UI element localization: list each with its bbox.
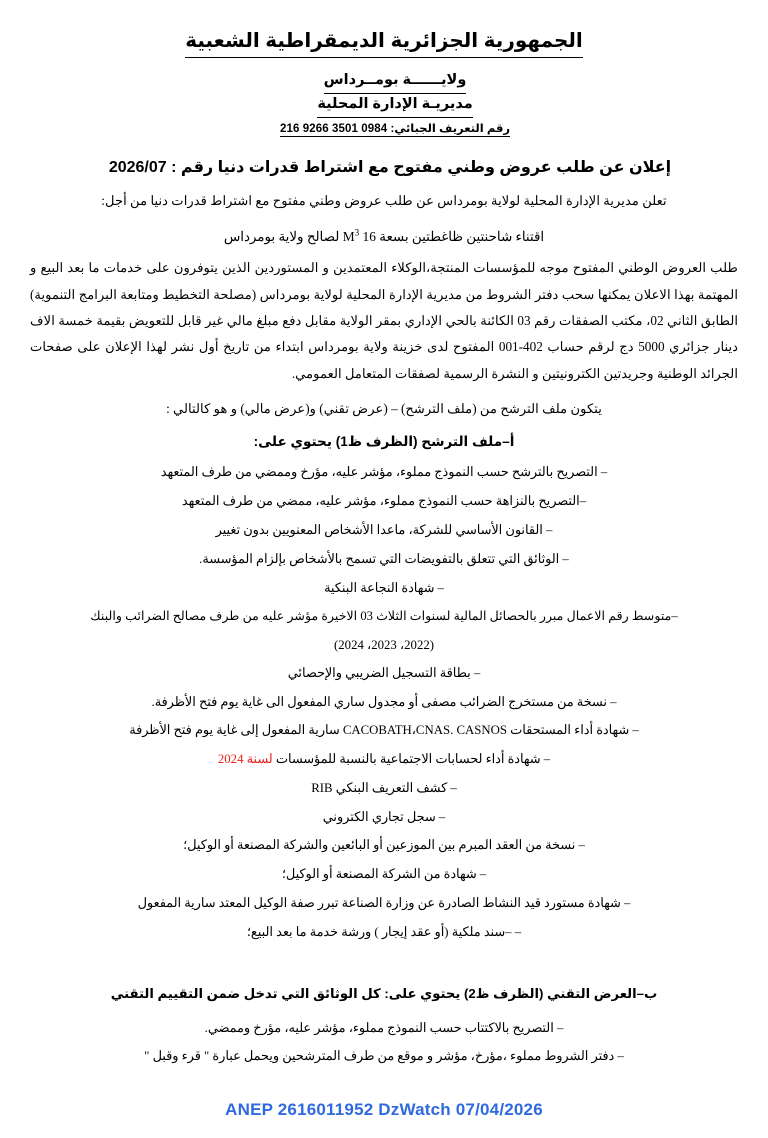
section-a-list-part1 — [26, 458, 742, 630]
tender-object-unit: $M^3$ — [342, 227, 360, 245]
tax-id-line — [48, 121, 742, 137]
tender-object-suffix: لصالح ولاية بومرداس — [223, 229, 343, 245]
list-item: – القانون الأساسي للشركة، ماعدا الأشخاص المعنويين بدون تغيير — [215, 522, 553, 537]
list-item: – التصريح بالاكتتاب حسب النموذج مملوء، مؤشر عليه، مؤرخ وممضي. — [204, 1020, 564, 1035]
social-year-highlight: لسنة 2024 — [217, 752, 273, 767]
republic-heading — [26, 18, 742, 58]
list-item: – –سند ملكية (أو عقد إيجار ) ورشة خدمة ما بعد البيع؛ — [246, 924, 522, 939]
list-item-cacobath — [26, 716, 742, 745]
list-item: – شهادة من الشركة المصنعة أو الوكيل؛ — [281, 867, 487, 882]
list-item: – الوثائق التي تتعلق بالتفويضات التي تسمح بالأشخاص بإلزام المؤسسة. — [199, 551, 569, 566]
section-b-list — [26, 1014, 742, 1072]
cacobath-before: – شهادة أداء المستحقات — [506, 723, 639, 738]
cacobath-after: سارية المفعول إلى غاية يوم فتح الأظرفة — [129, 723, 343, 738]
section-b-heading: ب–العرض التقني (الظرف ظ2) يحتوي على: كل الوثائق التي تدخل ضمن التقييم التقني — [110, 985, 658, 1001]
tax-id-wrapper — [280, 121, 510, 137]
tax-id-value: 216 9266 3501 0984 — [279, 122, 388, 135]
tender-object-unit-exponent: 3 — [354, 227, 360, 238]
page-title: إعلان عن طلب عروض وطني مفتوح مع اشتراط قدرات دنيا رقم : 2026/07 — [108, 158, 672, 176]
tender-object-line — [26, 224, 742, 251]
financial-years-line: (2022، 2023، 2024) — [334, 637, 434, 652]
list-item-social-accounts — [26, 745, 742, 774]
list-item: – شهادة مستورد قيد النشاط الصادرة عن وزارة الصناعة تبرر صفة الوكيل المعتد سارية المفعول — [137, 896, 631, 910]
wilaya-line — [48, 70, 742, 94]
list-item: – شهادة النجاعة البنكية — [324, 580, 444, 595]
section-a-list-part2 — [26, 659, 742, 947]
list-item: – دفتر الشروط مملوء ،مؤرخ، مؤشر و موقع من طرف المترشحين ويحمل عبارة " قرء وقبل " — [144, 1049, 624, 1064]
organization-block — [26, 70, 742, 137]
directorate-text: مديريـة الإدارة المحلية — [317, 94, 472, 118]
wilaya-text: ولايــــــة بومــرداس — [324, 70, 467, 94]
tax-id-label: رقم التعريف الجبائي: — [390, 122, 511, 135]
list-item: –متوسط رقم الاعمال مبرر بالحصائل المالية لسنوات الثلاث 03 الاخيرة مؤشر عليه من طرف مصالح الضرائب والبنك — [90, 609, 678, 624]
republic-heading-text: الجمهورية الجزائرية الديمقراطية الشعبية — [185, 28, 583, 58]
list-item: – بطاقة التسجيل الضريبي والإحصائي — [287, 665, 481, 680]
list-item: –التصريح بالنزاهة حسب النموذج مملوء، مؤشر عليه، ممضي من طرف المتعهد — [181, 494, 587, 509]
cacobath-organizations: CACOBATH،CNAS. CASNOS — [342, 723, 507, 738]
section-a-heading: أ–ملف الترشح (الظرف ظ1) يحتوي على: — [253, 433, 515, 449]
intro-paragraph: تعلن مديرية الإدارة المحلية لولاية بومرداس عن طلب عروض وطني مفتوح مع اشتراط قدرات دنيا من أجل: — [101, 192, 667, 208]
tender-object-prefix: اقتناء شاحنتين ظاغطتين بسعة 16 — [359, 229, 545, 245]
list-item: – سجل تجاري الكتروني — [322, 809, 446, 824]
anep-footer: ANEP 2616011952 DzWatch 07/04/2026 — [225, 1100, 543, 1119]
list-item: – التصريح بالترشح حسب النموذج مملوء، مؤشر عليه، مؤرخ وممضي من طرف المتعهد — [160, 465, 608, 480]
list-item: – كشف التعريف البنكي RIB — [311, 780, 457, 795]
list-item: – نسخة من مستخرج الضرائب مصفى أو مجدول ساري المفعول الى غاية يوم فتح الأظرفة. — [151, 694, 617, 709]
list-item: – نسخة من العقد المبرم بين الموزعين أو البائعين والشركة المصنعة أو الوكيل؛ — [183, 838, 585, 853]
conditions-paragraph: طلب العروض الوطني المفتوح موجه للمؤسسات المنتجة،الوكلاء المعتمدين و المستوردين الذين يتوفرون على خدمات ما بعد البيع و المهتمة بهذا الاعلان يمكنها سحب دفتر الشروط من مديرية الإدارة المحلية لولاية بومرداس (مصلحة التخطيط ومتابعة البرامج التنموية) الطابق الثاني 02، مكتب الصفقات رقم 03 الكائنة بالحي الإداري بمقر الولاية مقابل دفع مبلغ مالي غير قابل للتعويض بقيمة خمسة الاف دينار جزائري 5000 دج لرقم حساب 402-001 المفتوح لدى خزينة ولاية بومرداس ابتداء من تاريخ أول نشر لهذا الإعلان على صفحات الجرائد الوطنية وجريدتين الكترونيتين و النشرة الرسمية لصفقات المتعامل العمومي. — [30, 260, 739, 381]
directorate-line — [48, 94, 742, 118]
file-composition-line: يتكون ملف الترشح من (ملف الترشح) – (عرض تقني) و(عرض مالي) و هو كالتالي : — [166, 401, 602, 417]
social-before: – شهادة أداء لحسابات الاجتماعية بالنسبة للمؤسسات — [272, 752, 551, 767]
